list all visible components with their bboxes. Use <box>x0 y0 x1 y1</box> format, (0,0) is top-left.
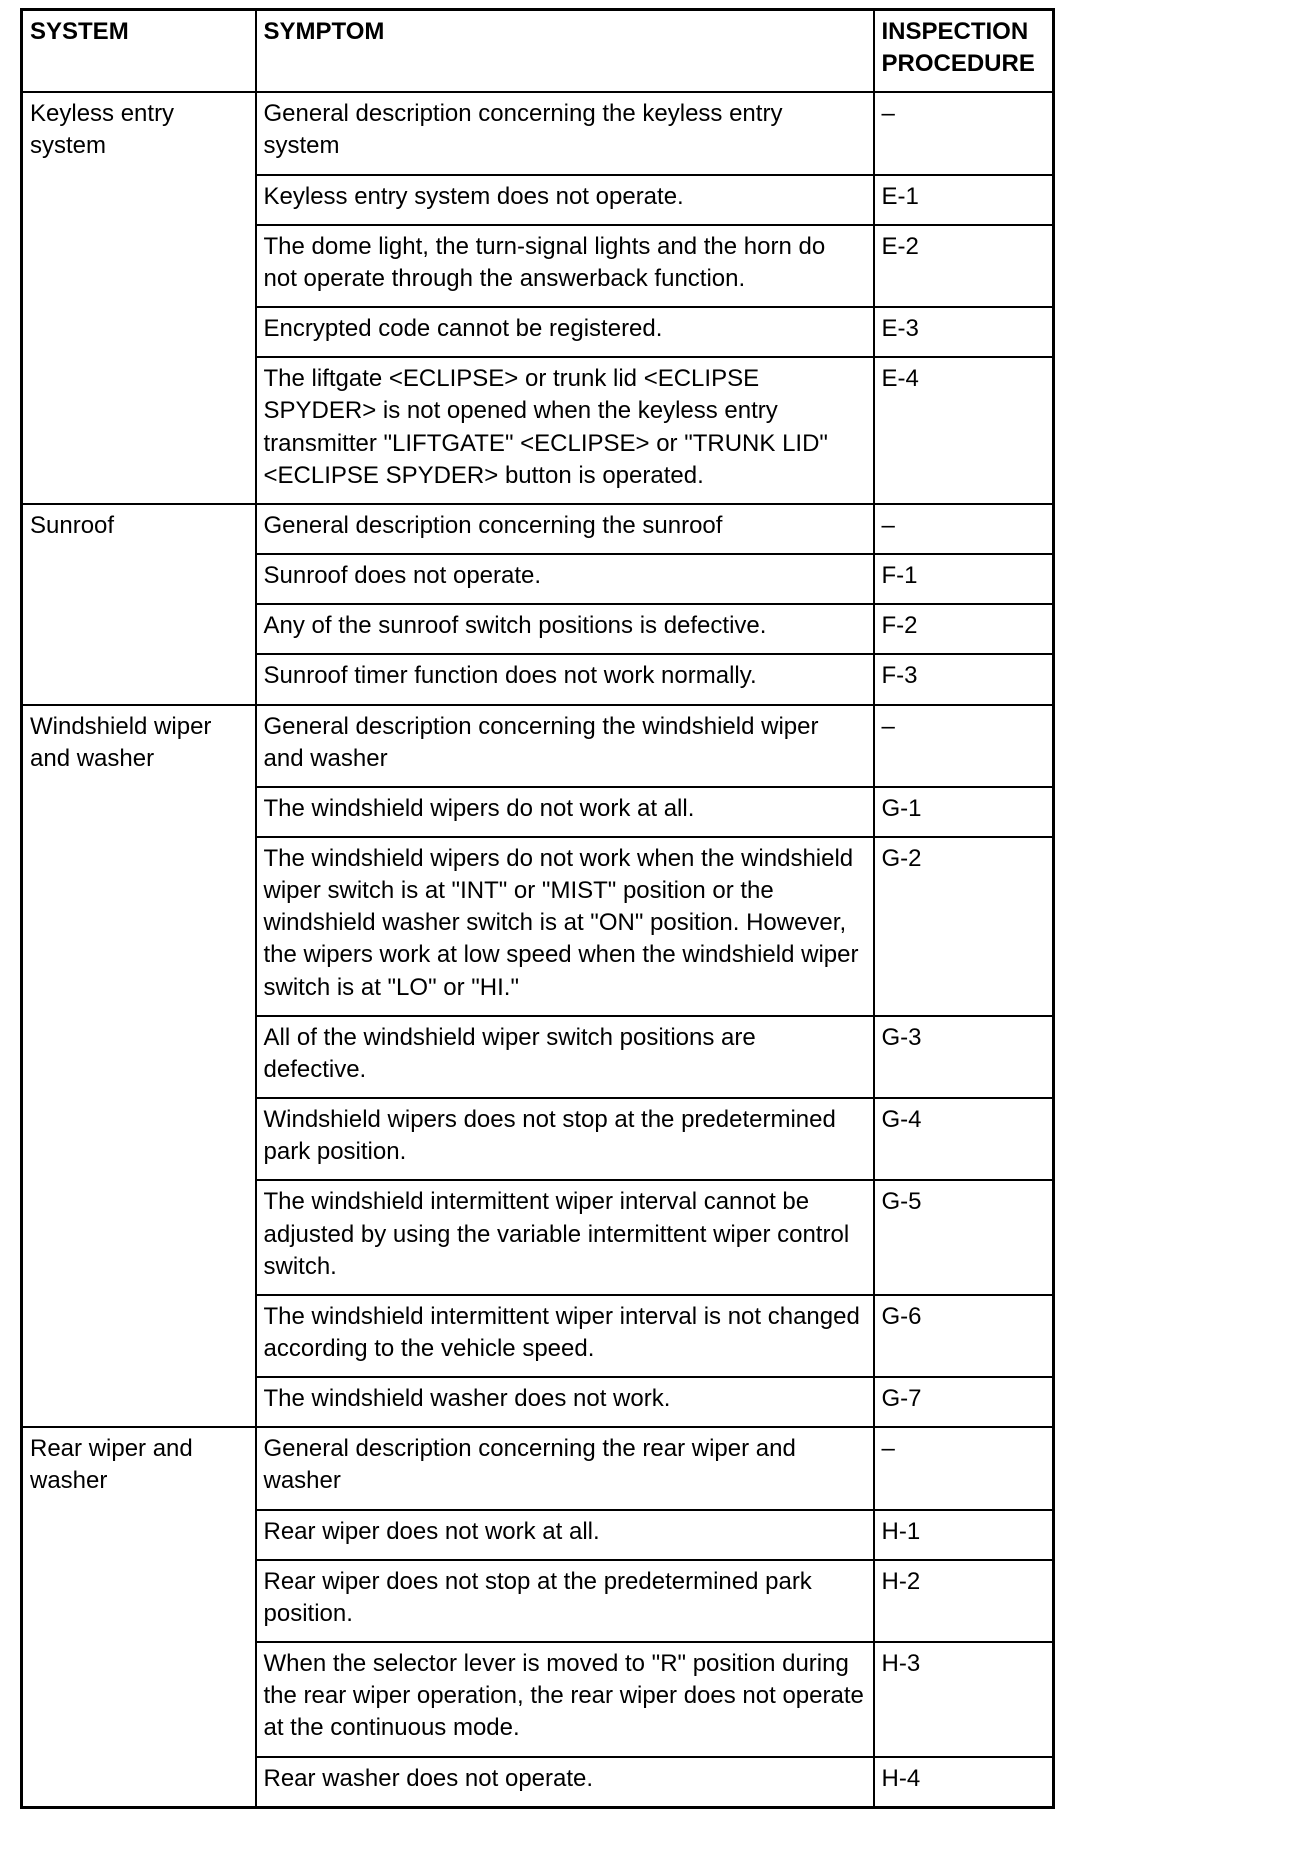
table-row <box>22 1427 1054 1509</box>
symptom-cell: Any of the sunroof switch positions is defective. <box>256 604 874 654</box>
table-row <box>22 92 1054 174</box>
inspection-procedure-cell: G-6 <box>874 1295 1054 1377</box>
column-header-system: SYSTEM <box>22 10 256 93</box>
inspection-procedure-cell: – <box>874 92 1054 174</box>
symptom-cell: Sunroof does not operate. <box>256 554 874 604</box>
symptom-cell: Encrypted code cannot be registered. <box>256 307 874 357</box>
table-row <box>22 705 1054 787</box>
symptom-cell: Rear washer does not operate. <box>256 1757 874 1808</box>
inspection-procedure-cell: H-1 <box>874 1510 1054 1560</box>
symptom-cell: Keyless entry system does not operate. <box>256 175 874 225</box>
inspection-procedure-cell: G-5 <box>874 1180 1054 1294</box>
symptom-cell: General description concerning the windshield wiper and washer <box>256 705 874 787</box>
system-cell: Keyless entry system <box>22 92 256 504</box>
symptom-cell: The windshield wipers do not work at all. <box>256 787 874 837</box>
symptom-cell: The windshield intermittent wiper interval is not changed according to the vehicle speed. <box>256 1295 874 1377</box>
symptom-cell: Windshield wipers does not stop at the predetermined park position. <box>256 1098 874 1180</box>
table-row <box>22 504 1054 554</box>
symptom-table <box>20 8 1055 1809</box>
inspection-procedure-cell: – <box>874 1427 1054 1509</box>
header-row <box>22 10 1054 93</box>
inspection-procedure-cell: G-3 <box>874 1016 1054 1098</box>
symptom-cell: The liftgate <ECLIPSE> or trunk lid <ECLIPSE SPYDER> is not opened when the keyless entry transmitter "LIFTGATE" <ECLIPSE> or "TRUNK LID" <ECLIPSE SPYDER> button is operated. <box>256 357 874 504</box>
system-cell: Rear wiper and washer <box>22 1427 256 1807</box>
inspection-procedure-cell: E-4 <box>874 357 1054 504</box>
symptom-cell: When the selector lever is moved to "R" position during the rear wiper operation, the rear wiper does not operate at the continuous mode. <box>256 1642 874 1756</box>
inspection-procedure-cell: E-1 <box>874 175 1054 225</box>
inspection-procedure-cell: F-3 <box>874 654 1054 704</box>
symptom-cell: The windshield wipers do not work when the windshield wiper switch is at "INT" or "MIST" position or the windshield washer switch is at "ON" position. However, the wipers work at low speed when the windshield wiper switch is at "LO" or "HI." <box>256 837 874 1016</box>
symptom-cell: General description concerning the keyless entry system <box>256 92 874 174</box>
system-cell: Windshield wiper and washer <box>22 705 256 1428</box>
inspection-procedure-cell: F-2 <box>874 604 1054 654</box>
inspection-procedure-cell: G-7 <box>874 1377 1054 1427</box>
symptom-cell: General description concerning the rear wiper and washer <box>256 1427 874 1509</box>
symptom-cell: All of the windshield wiper switch positions are defective. <box>256 1016 874 1098</box>
table-body <box>22 92 1054 1807</box>
symptom-cell: Rear wiper does not work at all. <box>256 1510 874 1560</box>
inspection-procedure-cell: H-2 <box>874 1560 1054 1642</box>
inspection-procedure-cell: H-3 <box>874 1642 1054 1756</box>
inspection-procedure-cell: G-4 <box>874 1098 1054 1180</box>
symptom-cell: The dome light, the turn-signal lights and the horn do not operate through the answerback function. <box>256 225 874 307</box>
symptom-cell: Sunroof timer function does not work normally. <box>256 654 874 704</box>
system-cell: Sunroof <box>22 504 256 705</box>
symptom-cell: Rear wiper does not stop at the predetermined park position. <box>256 1560 874 1642</box>
inspection-procedure-cell: F-1 <box>874 554 1054 604</box>
inspection-procedure-cell: – <box>874 504 1054 554</box>
symptom-cell: The windshield intermittent wiper interval cannot be adjusted by using the variable intermittent wiper control switch. <box>256 1180 874 1294</box>
inspection-procedure-cell: E-3 <box>874 307 1054 357</box>
inspection-procedure-cell: G-1 <box>874 787 1054 837</box>
column-header-symptom: SYMPTOM <box>256 10 874 93</box>
symptom-cell: The windshield washer does not work. <box>256 1377 874 1427</box>
column-header-inspection-procedure: INSPECTION PROCEDURE <box>874 10 1054 93</box>
inspection-procedure-cell: H-4 <box>874 1757 1054 1808</box>
inspection-procedure-cell: E-2 <box>874 225 1054 307</box>
symptom-cell: General description concerning the sunroof <box>256 504 874 554</box>
inspection-procedure-cell: – <box>874 705 1054 787</box>
inspection-procedure-cell: G-2 <box>874 837 1054 1016</box>
